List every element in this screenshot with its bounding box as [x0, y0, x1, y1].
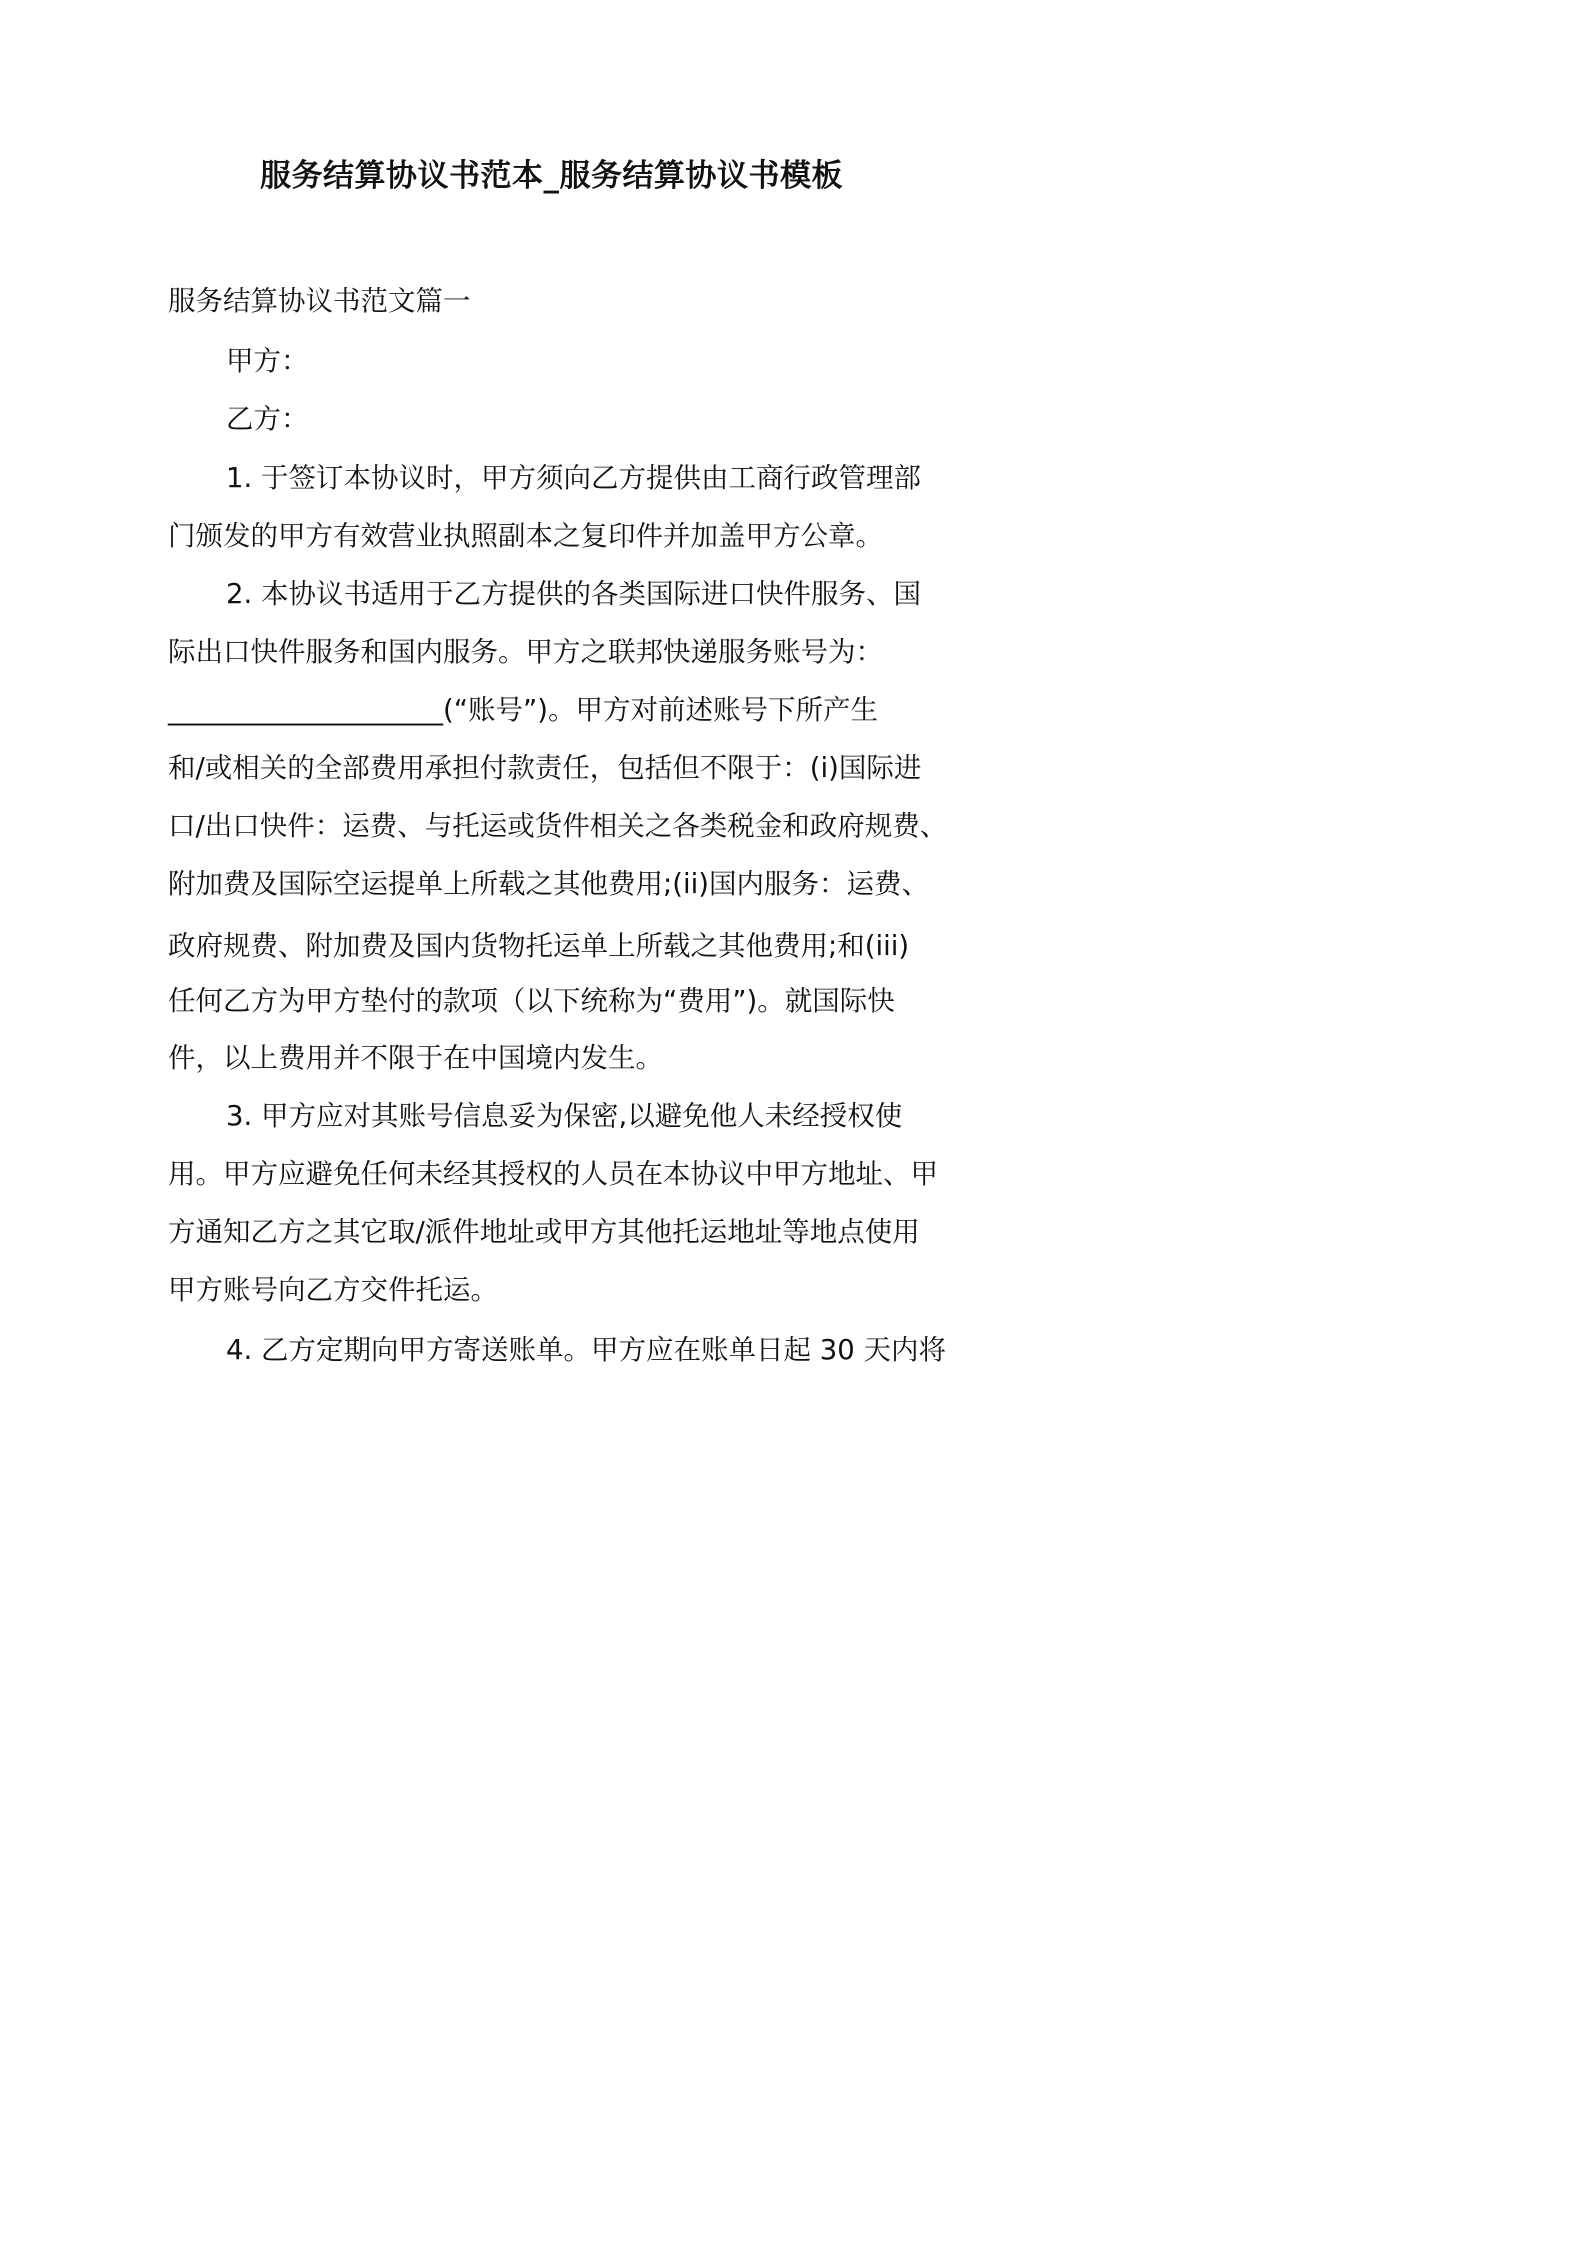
clause-1-line-2: 门颁发的甲方有效营业执照副本之复印件并加盖甲方公章。 — [168, 520, 883, 552]
section-heading: 服务结算协议书范文篇一 — [168, 285, 471, 317]
clause-2-line-4: 和/或相关的全部费用承担付款责任，包括但不限于：(i)国际进 — [168, 752, 922, 784]
clause-2-line-8: 任何乙方为甲方垫付的款项（以下统称为“费用”)。就国际快 — [168, 985, 895, 1017]
clause-3-line-3: 方通知乙方之其它取/派件地址或甲方其他托运地址等地点使用 — [168, 1216, 920, 1248]
party-a-label: 甲方： — [226, 345, 309, 377]
clause-2-line-7: 政府规费、附加费及国内货物托运单上所载之其他费用;和(iii) — [168, 930, 910, 962]
clause-2-line-5: 口/出口快件：运费、与托运或货件相关之各类税金和政府规费、 — [168, 810, 948, 842]
clause-2-line-3: ____________________(“账号”)。甲方对前述账号下所产生 — [168, 694, 878, 726]
clause-2-line-2: 际出口快件服务和国内服务。甲方之联邦快递服务账号为： — [168, 636, 883, 668]
clause-2-line-1: 2. 本协议书适用于乙方提供的各类国际进口快件服务、国 — [226, 578, 921, 610]
clause-2-line-6: 附加费及国际空运提单上所载之其他费用;(ii)国内服务：运费、 — [168, 868, 930, 900]
document-title: 服务结算协议书范本_服务结算协议书模板 — [260, 158, 843, 194]
clause-3-line-1: 3. 甲方应对其账号信息妥为保密,以避免他人未经授权使 — [226, 1100, 903, 1132]
document-page — [0, 0, 1103, 1560]
clause-4-line-1: 4. 乙方定期向甲方寄送账单。甲方应在账单日起 30 天内将 — [226, 1334, 946, 1366]
clause-3-line-4: 甲方账号向乙方交件托运。 — [168, 1274, 498, 1306]
clause-2-line-9: 件，以上费用并不限于在中国境内发生。 — [168, 1042, 663, 1074]
clause-3-line-2: 用。甲方应避免任何未经其授权的人员在本协议中甲方地址、甲 — [168, 1158, 938, 1190]
clause-1-line-1: 1. 于签订本协议时，甲方须向乙方提供由工商行政管理部 — [226, 462, 921, 494]
party-b-label: 乙方： — [226, 403, 309, 435]
